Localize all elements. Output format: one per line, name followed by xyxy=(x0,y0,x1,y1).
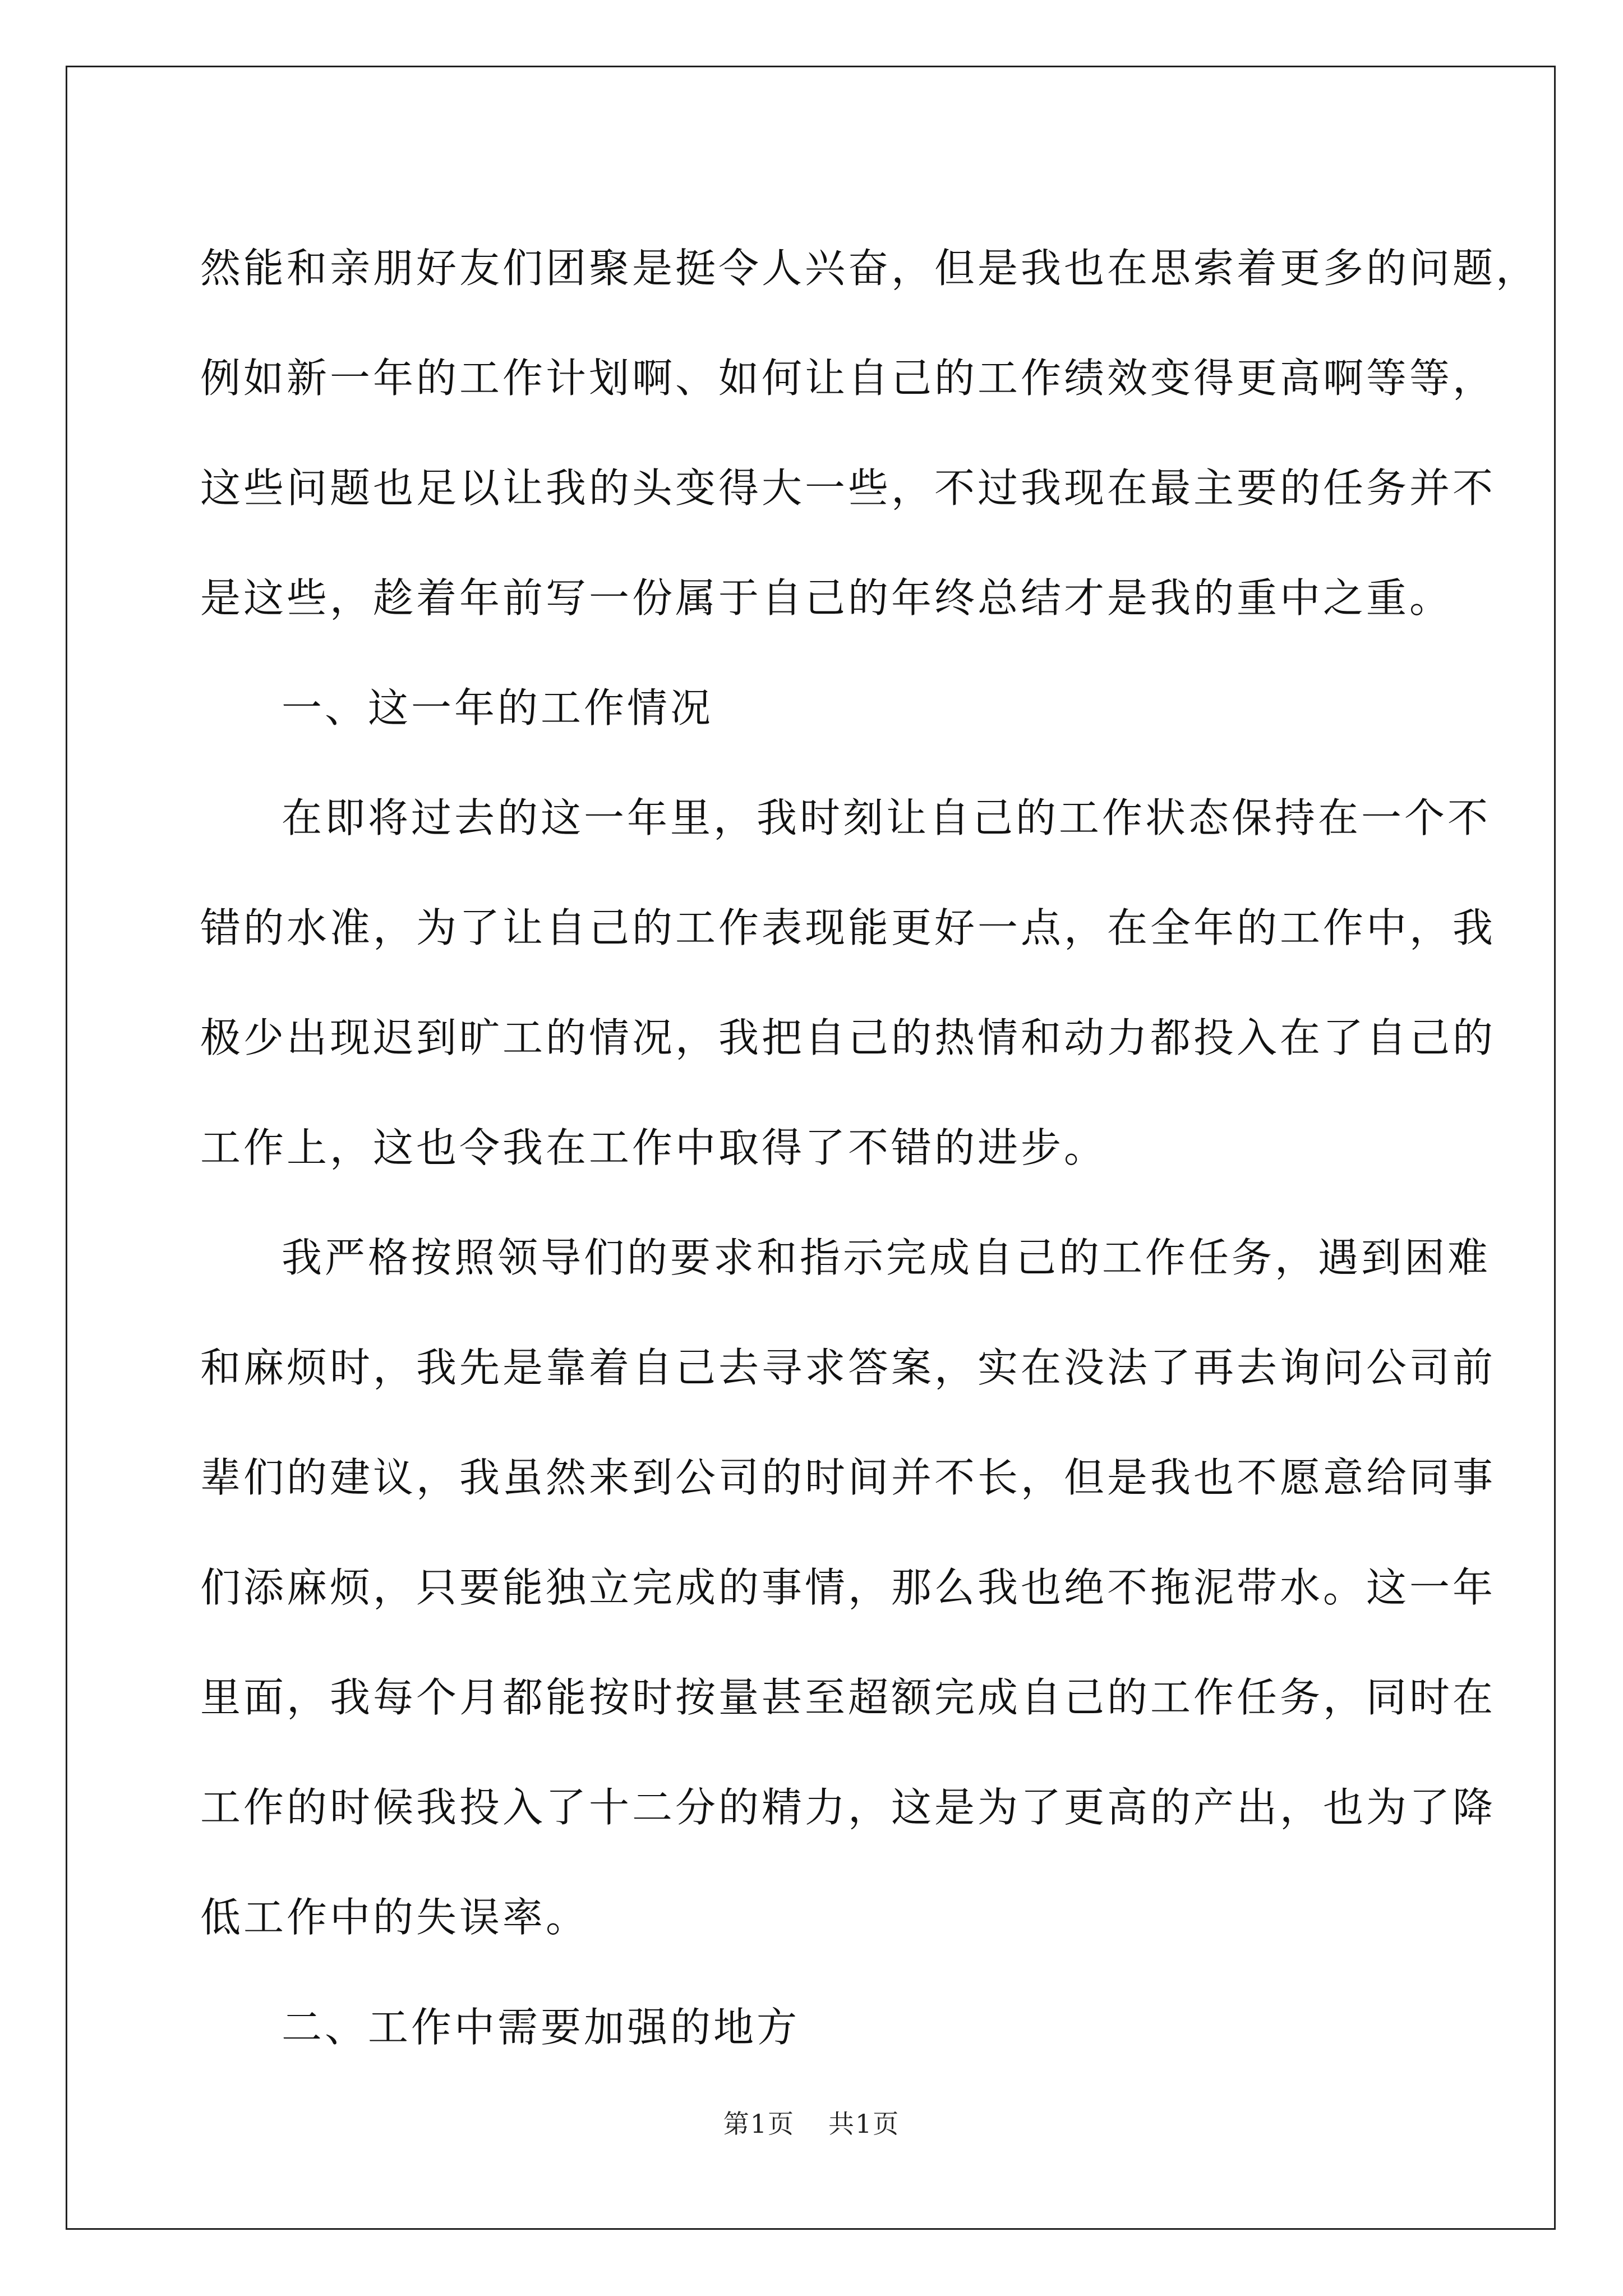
text-line: 辈们的建议，我虽然来到公司的时间并不长，但是我也不愿意给同事 xyxy=(200,1454,1496,1501)
text-line: 是这些，趁着年前写一份属于自己的年终总结才是我的重中之重。 xyxy=(200,574,1453,622)
text-line: 工作的时候我投入了十二分的精力，这是为了更高的产出，也为了降 xyxy=(200,1784,1496,1831)
text-line: 里面，我每个月都能按时按量甚至超额完成自己的工作任务，同时在 xyxy=(200,1674,1496,1721)
text-line: 和麻烦时，我先是靠着自己去寻求答案，实在没法了再去询问公司前 xyxy=(200,1344,1496,1391)
text-line: 例如新一年的工作计划啊、如何让自己的工作绩效变得更高啊等等， xyxy=(200,355,1496,402)
text-line: 低工作中的失误率。 xyxy=(200,1894,589,1941)
text-line: 极少出现迟到旷工的情况，我把自己的热情和动力都投入在了自己的 xyxy=(200,1014,1496,1061)
page-footer xyxy=(0,2104,1623,2141)
document-body xyxy=(200,213,1539,2082)
text-line: 错的水准，为了让自己的工作表现能更好一点，在全年的工作中，我 xyxy=(200,904,1496,951)
page-number-current: 第1页 xyxy=(723,2109,795,2139)
text-line: 工作上，这也令我在工作中取得了不错的进步。 xyxy=(200,1124,1108,1171)
text-line: 一、这一年的工作情况 xyxy=(282,684,714,731)
text-line: 们添麻烦，只要能独立完成的事情，那么我也绝不拖泥带水。这一年 xyxy=(200,1564,1496,1611)
text-line: 然能和亲朋好友们团聚是挺令人兴奋，但是我也在思索着更多的问题， xyxy=(200,245,1539,292)
page-number-total: 共1页 xyxy=(828,2109,900,2139)
text-line: 我严格按照领导们的要求和指示完成自己的工作任务，遇到困难 xyxy=(282,1234,1491,1281)
text-line: 在即将过去的这一年里，我时刻让自己的工作状态保持在一个不 xyxy=(282,794,1491,841)
text-line: 这些问题也足以让我的头变得大一些，不过我现在最主要的任务并不 xyxy=(200,464,1496,512)
text-line: 二、工作中需要加强的地方 xyxy=(282,2004,800,2051)
